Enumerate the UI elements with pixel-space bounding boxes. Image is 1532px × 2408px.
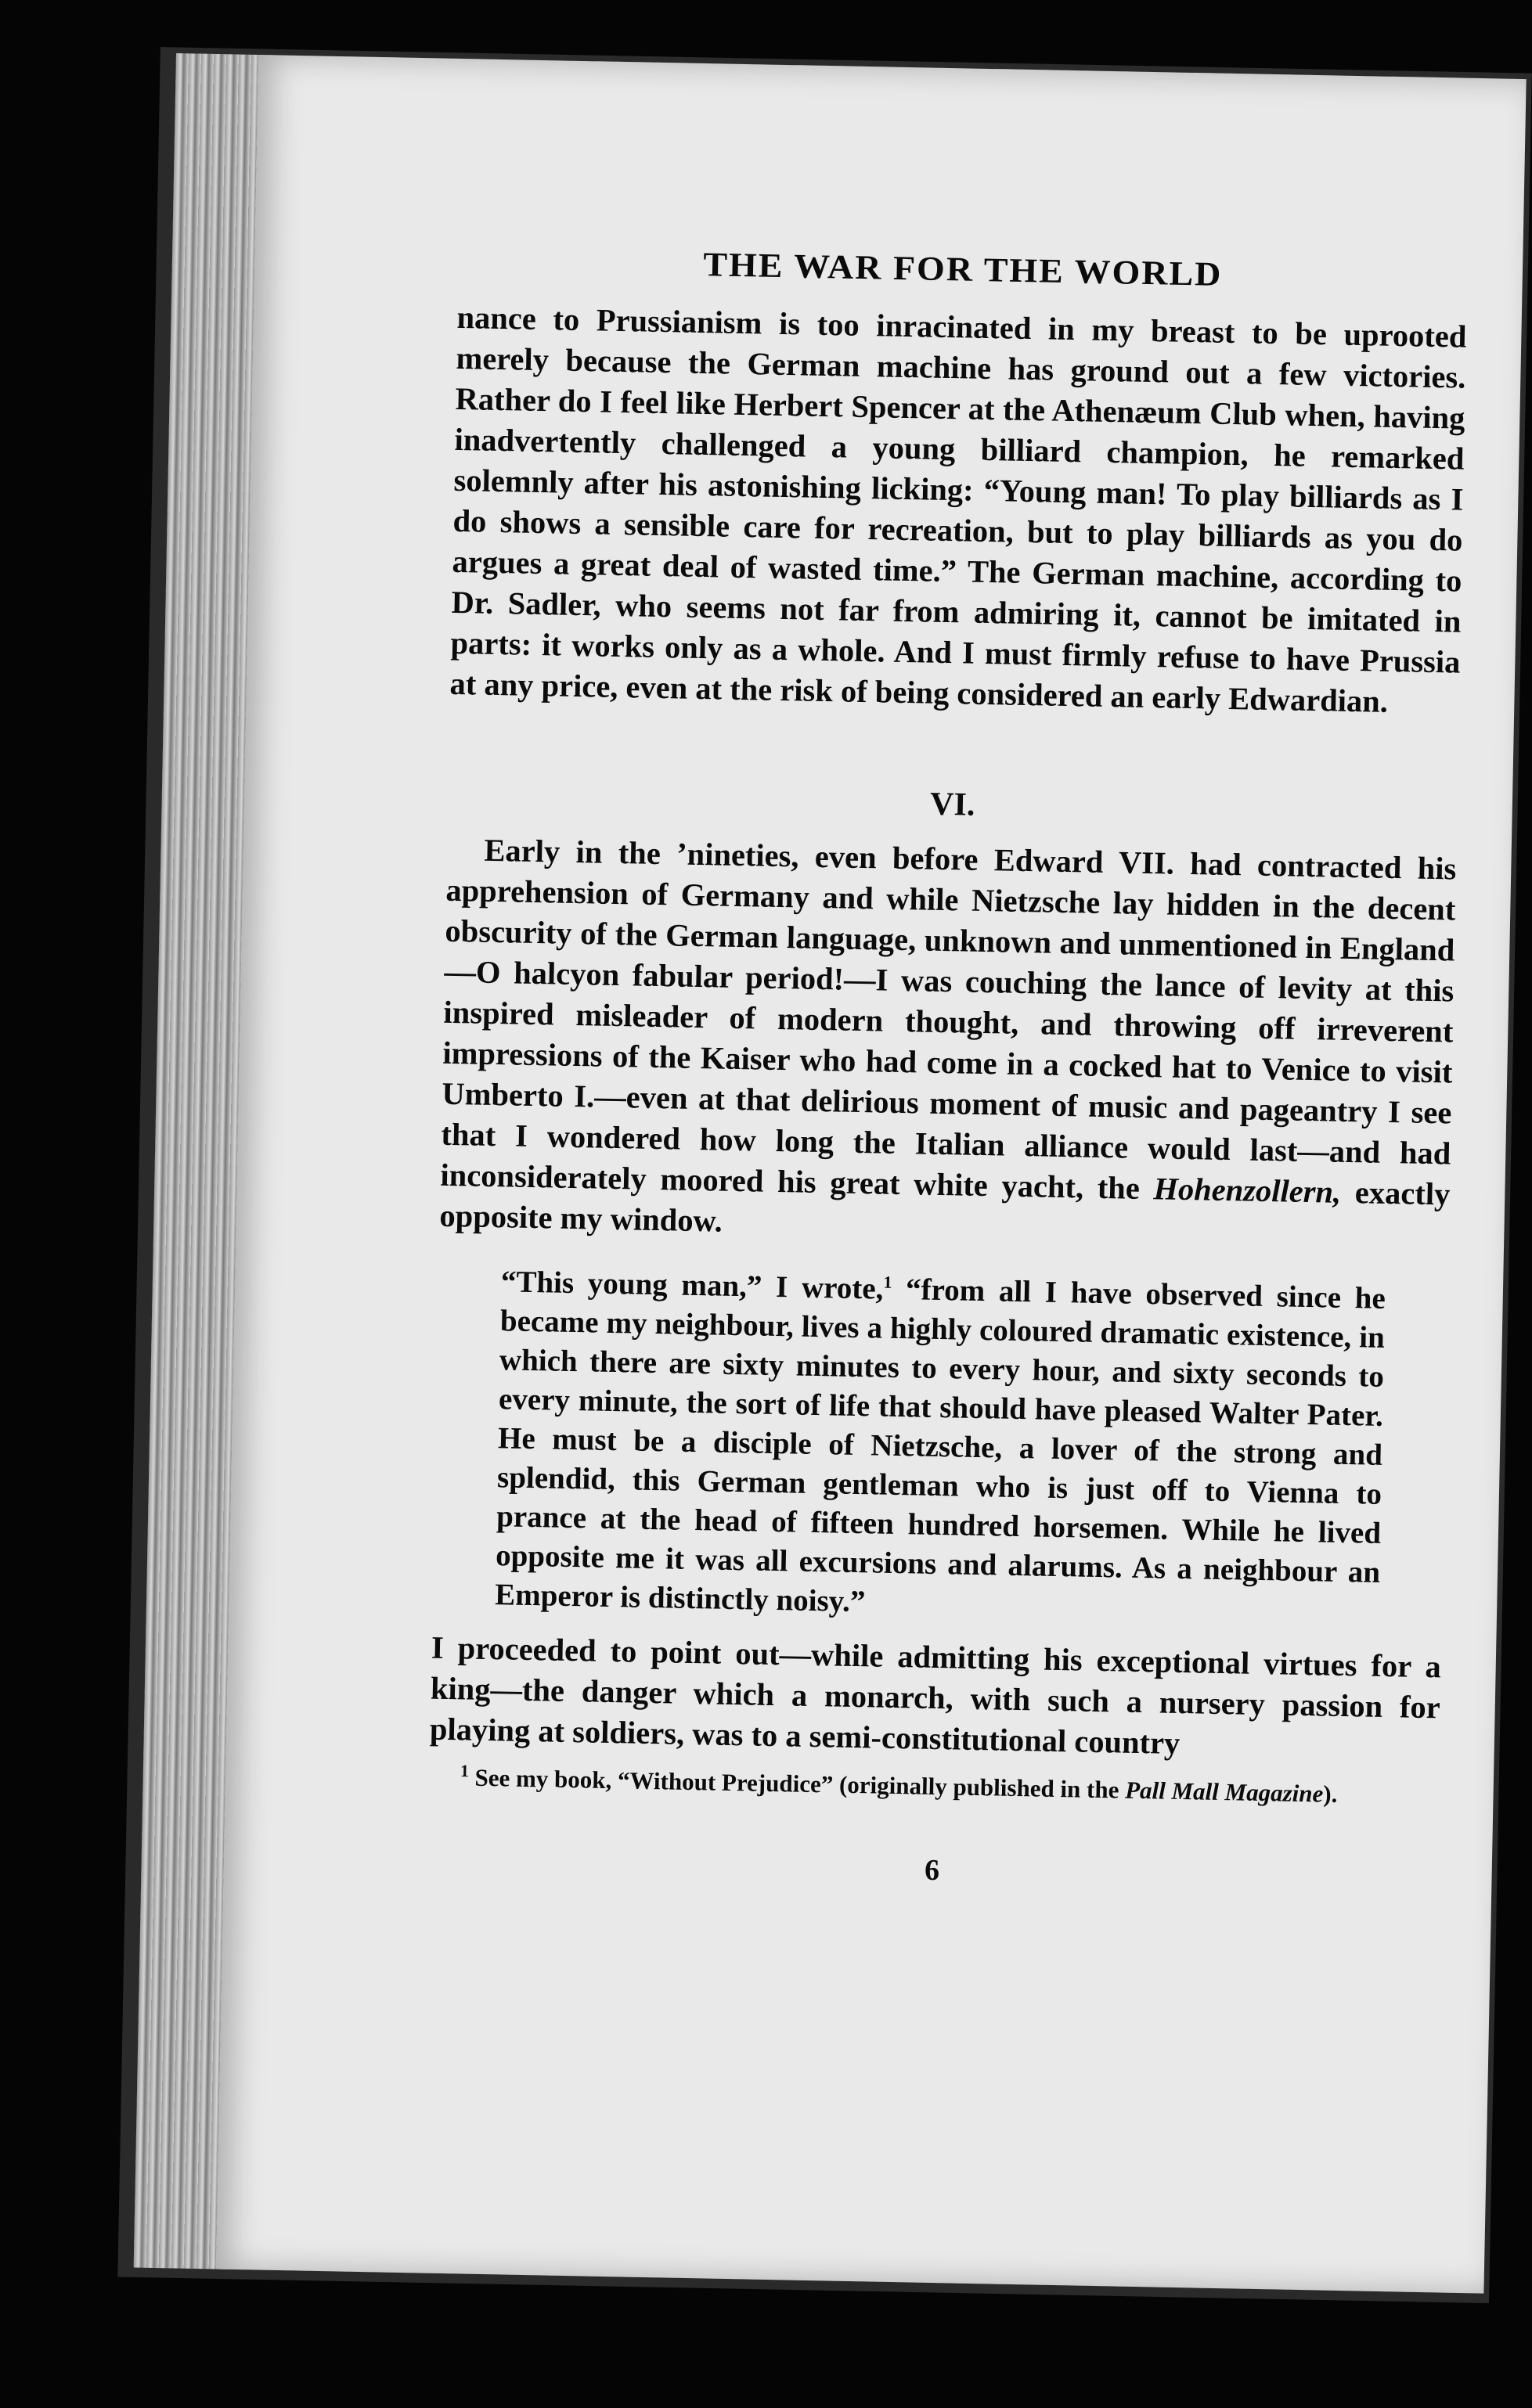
section-heading: VI. xyxy=(929,786,975,823)
yacht-name: Hohenzollern, xyxy=(1153,1171,1342,1210)
footnote-number: 1 xyxy=(460,1761,470,1781)
paragraph-text: Early in the ’nineties, even before Edward VII. had contracted his apprehension of Germany and while Nietzsche lay hidden in the decent obscurity of the German language, unknown and unmentioned in England—O halcyon fabular period!—I was couching the lance of levity at this inspired misleader of modern thought, and throwing off irreverent impressions of the Kaiser who had come in a cocked hat to Venice to visit Umberto I.—even at that delirious moment of music and pageantry I see that I wondered how long the Italian alliance would last—and had inconsiderately moored his great white yacht, the xyxy=(440,832,1457,1207)
magazine-title: Pall Mall Magazine xyxy=(1124,1776,1324,1808)
quote-opening: “This young man,” I wrote, xyxy=(500,1265,884,1306)
quote-body: “from all I have observed since he became my neighbour, lives a highly coloured dramatic existence, in which there are sixty minutes to every hour, and sixty seconds to every minute, the sort of life that should have pleased Walter Pater. He must be a disciple of Nietzsche, a lover of the strong and splendid, this German gentleman who is just off to Vienna to prance at the head of fifteen hundred horsemen. While he lived opposite me it was all excursions and alarums. As a neighbour an Emperor is distinctly noisy.” xyxy=(494,1272,1386,1619)
paragraph-after-quote: I proceeded to point out—while admitting his exceptional virtues for a king—the danger which a monarch, with such a nursery passion for playing at soldiers, was to a semi-constitutional country xyxy=(429,1629,1442,1761)
quote-text xyxy=(495,1262,1386,1632)
footnote xyxy=(428,1762,1438,1812)
page-content xyxy=(427,239,1468,1897)
book-page xyxy=(216,55,1527,2294)
running-head: THE WAR FOR THE WORLD xyxy=(702,245,1223,293)
page-number: 6 xyxy=(924,1853,940,1888)
footnote-text-end: ). xyxy=(1322,1780,1338,1808)
footnote-marker: 1 xyxy=(883,1272,892,1292)
block-quote xyxy=(495,1262,1386,1632)
paragraph-continued: nance to Prussianism is too inracinated in my breast to be uprooted merely because the German machine has ground out a few victories. Rather do I feel like Herbert Spencer at the Athenæum Club when, having inadvertently challenged a young billiard champion, he remarked solemnly after his astonishing licking: “Young man! To play billiards as I do shows a sensible care for recreation, but to play billiards as you do argues a great deal of wasted time.” The German machine, according to Dr. Sadler, who seems not far from admiring it, cannot be imitated in parts: it works only as a whole. And I must firmly refuse to have Prussia at any price, even at the risk of being considered an early Edwardian. xyxy=(449,299,1467,719)
paragraph-text-end: exactly opposite my window. xyxy=(439,1174,1451,1239)
footnote-text: See my book, “Without Prejudice” (originally published in the xyxy=(468,1763,1126,1804)
paragraph-section-vi xyxy=(439,830,1457,1256)
